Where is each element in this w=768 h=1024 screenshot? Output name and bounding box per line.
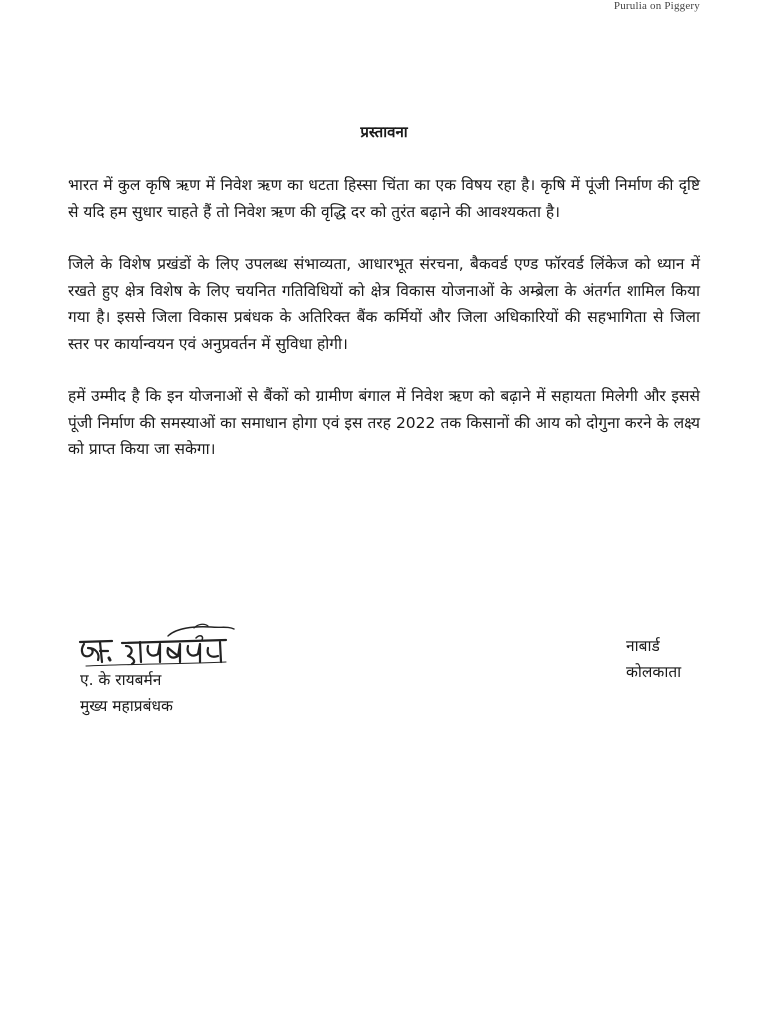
- page-title: प्रस्तावना: [360, 123, 408, 141]
- organization-city: कोलकाता: [626, 663, 682, 681]
- organization-block: [626, 633, 681, 685]
- paragraph-3: हमें उम्मीद है कि इन योजनाओं से बैंकों को ग्रामीण बंगाल में निवेश ऋण को बढ़ाने में सहायता मिलेगी और इससे पूंजी निर्माण की समस्याओं का समाधान होगा एवं इस तरह 2022 तक किसानों की आय को दोगुना करने के लक्ष्य को प्राप्त किया जा सकेगा।: [68, 387, 700, 458]
- paragraph-1: भारत में कुल कृषि ऋण में निवेश ऋण का धटता हिस्सा चिंता का एक विषय रहा है। कृषि में पूंजी निर्माण की दृष्टि से यदि हम सुधार चाहते हैं तो निवेश ऋण की वृद्धि दर को तुरंत बढ़ाने की आवश्यकता है।: [68, 176, 700, 221]
- signatory-name: ए. के रायबर्मन: [80, 671, 162, 689]
- paragraph-2: जिले के विशेष प्रखंडों के लिए उपलब्ध संभाव्यता, आधारभूत संरचना, बैकवर्ड एण्ड फॉरवर्ड लिंकेज को ध्यान में रखते हुए क्षेत्र विशेष के लिए चयनित गतिविधियों को क्षेत्र विकास योजनाओं के अम्ब्रेला के अंतर्गत शामिल किया गया है। इससे जिला विकास प्रबंधक के अतिरिक्त बैंक कर्मियों और जिला अधिकारियों की सहभागिता से जिला स्तर पर कार्यान्वयन एवं अनुप्रवर्तन में सुविधा होगी।: [68, 255, 700, 353]
- body-text: [68, 172, 700, 489]
- signatory-designation: मुख्य महाप्रबंधक: [80, 697, 173, 715]
- organization-name: नाबार्ड: [626, 637, 660, 655]
- handwritten-signature: [76, 620, 246, 668]
- signatory-block: [80, 667, 173, 719]
- running-header: Purulia on Piggery: [613, 0, 700, 12]
